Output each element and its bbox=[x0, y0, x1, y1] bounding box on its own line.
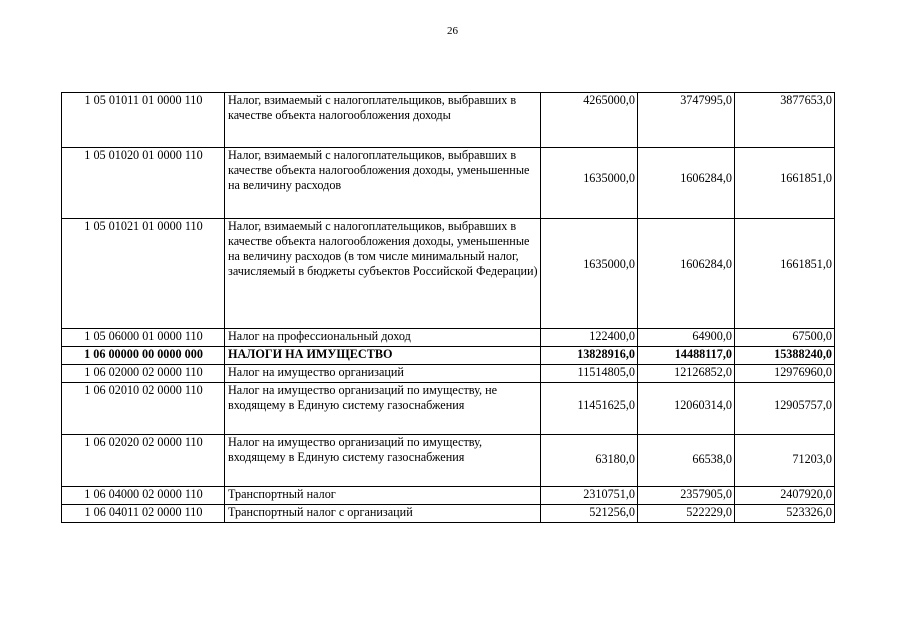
value-cell-2: 12126852,0 bbox=[638, 365, 735, 383]
budget-code-cell: 1 06 00000 00 0000 000 bbox=[62, 347, 225, 365]
value-cell-1: 4265000,0 bbox=[541, 93, 638, 148]
budget-code-cell: 1 06 04011 02 0000 110 bbox=[62, 505, 225, 523]
value-cell-2: 3747995,0 bbox=[638, 93, 735, 148]
value-cell-3: 523326,0 bbox=[735, 505, 835, 523]
budget-table bbox=[61, 92, 835, 523]
income-name-cell: Налог на профессиональный доход bbox=[225, 329, 541, 347]
table-row bbox=[62, 219, 835, 329]
income-name-cell: Налог, взимаемый с налогоплательщиков, выбравших в качестве объекта налогообложения доходы, уменьшенные на величину расходов (в том числе минимальный налог, зачисляемый в бюджеты субъектов Российской Федерации) bbox=[225, 219, 541, 329]
value-cell-2: 12060314,0 bbox=[638, 383, 735, 435]
value-cell-2: 522229,0 bbox=[638, 505, 735, 523]
value-cell-1: 2310751,0 bbox=[541, 487, 638, 505]
value-cell-1: 122400,0 bbox=[541, 329, 638, 347]
income-name-cell: НАЛОГИ НА ИМУЩЕСТВО bbox=[225, 347, 541, 365]
value-cell-3: 1661851,0 bbox=[735, 219, 835, 329]
value-cell-1: 11514805,0 bbox=[541, 365, 638, 383]
table-row bbox=[62, 329, 835, 347]
value-cell-1: 63180,0 bbox=[541, 435, 638, 487]
table-row bbox=[62, 347, 835, 365]
table-row bbox=[62, 487, 835, 505]
budget-code-cell: 1 06 02010 02 0000 110 bbox=[62, 383, 225, 435]
income-name-cell: Налог на имущество организаций по имуществу, входящему в Единую систему газоснабжения bbox=[225, 435, 541, 487]
budget-code-cell: 1 05 01011 01 0000 110 bbox=[62, 93, 225, 148]
value-cell-1: 13828916,0 bbox=[541, 347, 638, 365]
income-name-cell: Налог на имущество организаций bbox=[225, 365, 541, 383]
value-cell-3: 2407920,0 bbox=[735, 487, 835, 505]
table-row bbox=[62, 148, 835, 219]
value-cell-1: 1635000,0 bbox=[541, 148, 638, 219]
value-cell-2: 1606284,0 bbox=[638, 219, 735, 329]
value-cell-3: 15388240,0 bbox=[735, 347, 835, 365]
budget-code-cell: 1 05 01021 01 0000 110 bbox=[62, 219, 225, 329]
income-name-cell: Налог, взимаемый с налогоплательщиков, выбравших в качестве объекта налогообложения доходы bbox=[225, 93, 541, 148]
value-cell-3: 71203,0 bbox=[735, 435, 835, 487]
income-name-cell: Налог, взимаемый с налогоплательщиков, выбравших в качестве объекта налогообложения доходы, уменьшенные на величину расходов bbox=[225, 148, 541, 219]
budget-code-cell: 1 06 04000 02 0000 110 bbox=[62, 487, 225, 505]
budget-code-cell: 1 06 02020 02 0000 110 bbox=[62, 435, 225, 487]
table-row bbox=[62, 505, 835, 523]
page-number: 26 bbox=[447, 25, 458, 37]
value-cell-1: 521256,0 bbox=[541, 505, 638, 523]
budget-code-cell: 1 05 06000 01 0000 110 bbox=[62, 329, 225, 347]
value-cell-1: 1635000,0 bbox=[541, 219, 638, 329]
value-cell-3: 67500,0 bbox=[735, 329, 835, 347]
table-row bbox=[62, 435, 835, 487]
value-cell-2: 1606284,0 bbox=[638, 148, 735, 219]
value-cell-3: 12976960,0 bbox=[735, 365, 835, 383]
table-row bbox=[62, 383, 835, 435]
value-cell-3: 12905757,0 bbox=[735, 383, 835, 435]
budget-code-cell: 1 06 02000 02 0000 110 bbox=[62, 365, 225, 383]
table-row bbox=[62, 93, 835, 148]
value-cell-3: 3877653,0 bbox=[735, 93, 835, 148]
income-name-cell: Налог на имущество организаций по имуществу, не входящему в Единую систему газоснабжения bbox=[225, 383, 541, 435]
value-cell-2: 64900,0 bbox=[638, 329, 735, 347]
budget-code-cell: 1 05 01020 01 0000 110 bbox=[62, 148, 225, 219]
value-cell-2: 66538,0 bbox=[638, 435, 735, 487]
table-row bbox=[62, 365, 835, 383]
income-name-cell: Транспортный налог с организаций bbox=[225, 505, 541, 523]
income-name-cell: Транспортный налог bbox=[225, 487, 541, 505]
value-cell-2: 2357905,0 bbox=[638, 487, 735, 505]
value-cell-1: 11451625,0 bbox=[541, 383, 638, 435]
value-cell-2: 14488117,0 bbox=[638, 347, 735, 365]
value-cell-3: 1661851,0 bbox=[735, 148, 835, 219]
